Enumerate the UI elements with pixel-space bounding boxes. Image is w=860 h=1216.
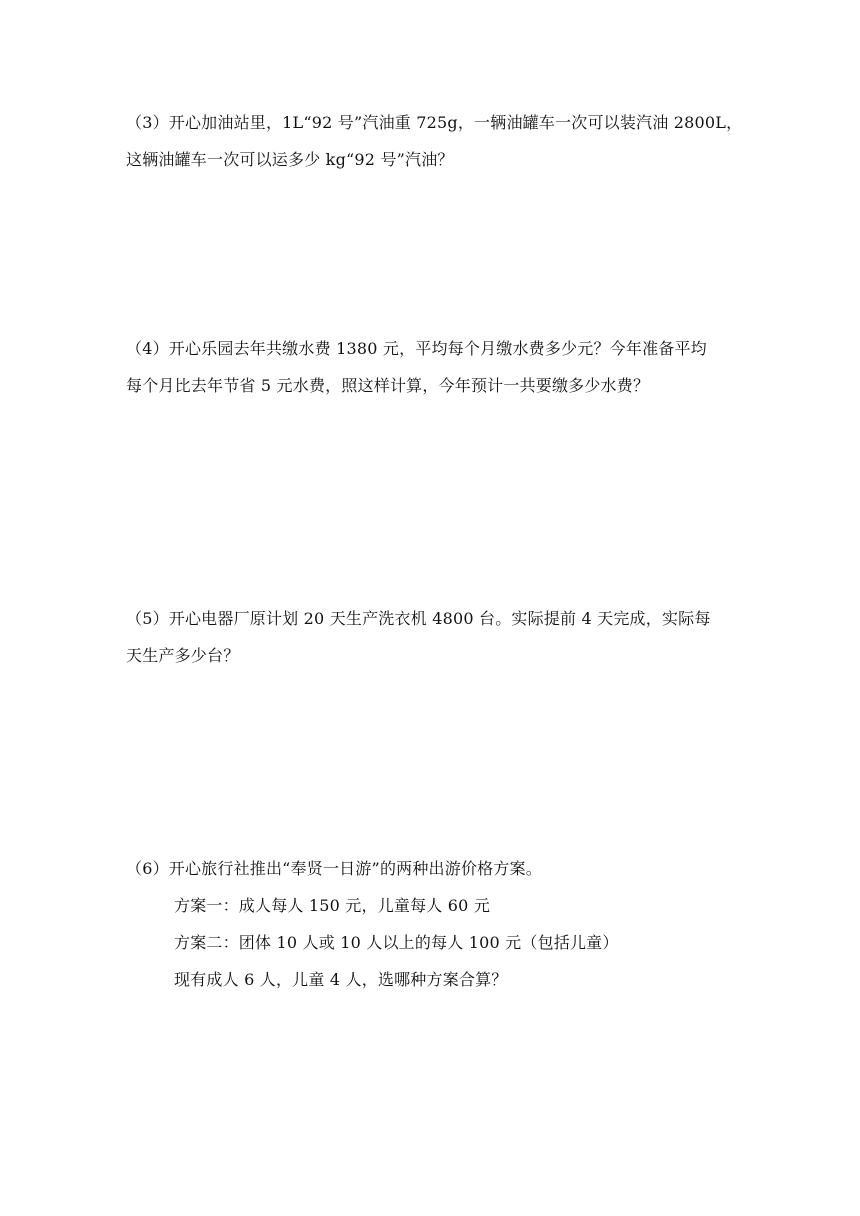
problem-3-line-1: （3）开心加油站里，1L“92 号”汽油重 725g，一辆油罐车一次可以装汽油 2800L， [126,113,743,132]
problem-4-line-2: 每个月比去年节省 5 元水费，照这样计算，今年预计一共要缴多少水费？ [126,376,650,395]
problem-4 [126,330,746,404]
problem-6-plan-1: 方案一：成人每人 150 元，儿童每人 60 元 [174,896,491,915]
problem-4-line-1: （4）开心乐园去年共缴水费 1380 元，平均每个月缴水费多少元？今年准备平均 [126,339,707,358]
problem-5-line-1: （5）开心电器厂原计划 20 天生产洗衣机 4800 台。实际提前 4 天完成，实际每 [126,609,711,628]
problem-6 [126,850,746,998]
problem-3 [126,104,746,178]
problem-3-line-2: 这辆油罐车一次可以运多少 kg“92 号”汽油？ [126,150,454,169]
problem-6-question: 现有成人 6 人，儿童 4 人，选哪种方案合算？ [174,970,508,989]
problem-6-intro: （6）开心旅行社推出“奉贤一日游”的两种出游价格方案。 [126,859,542,878]
problem-6-plan-2: 方案二：团体 10 人或 10 人以上的每人 100 元（包括儿童） [174,933,619,952]
problem-5-line-2: 天生产多少台？ [126,646,240,665]
problem-5 [126,600,746,674]
